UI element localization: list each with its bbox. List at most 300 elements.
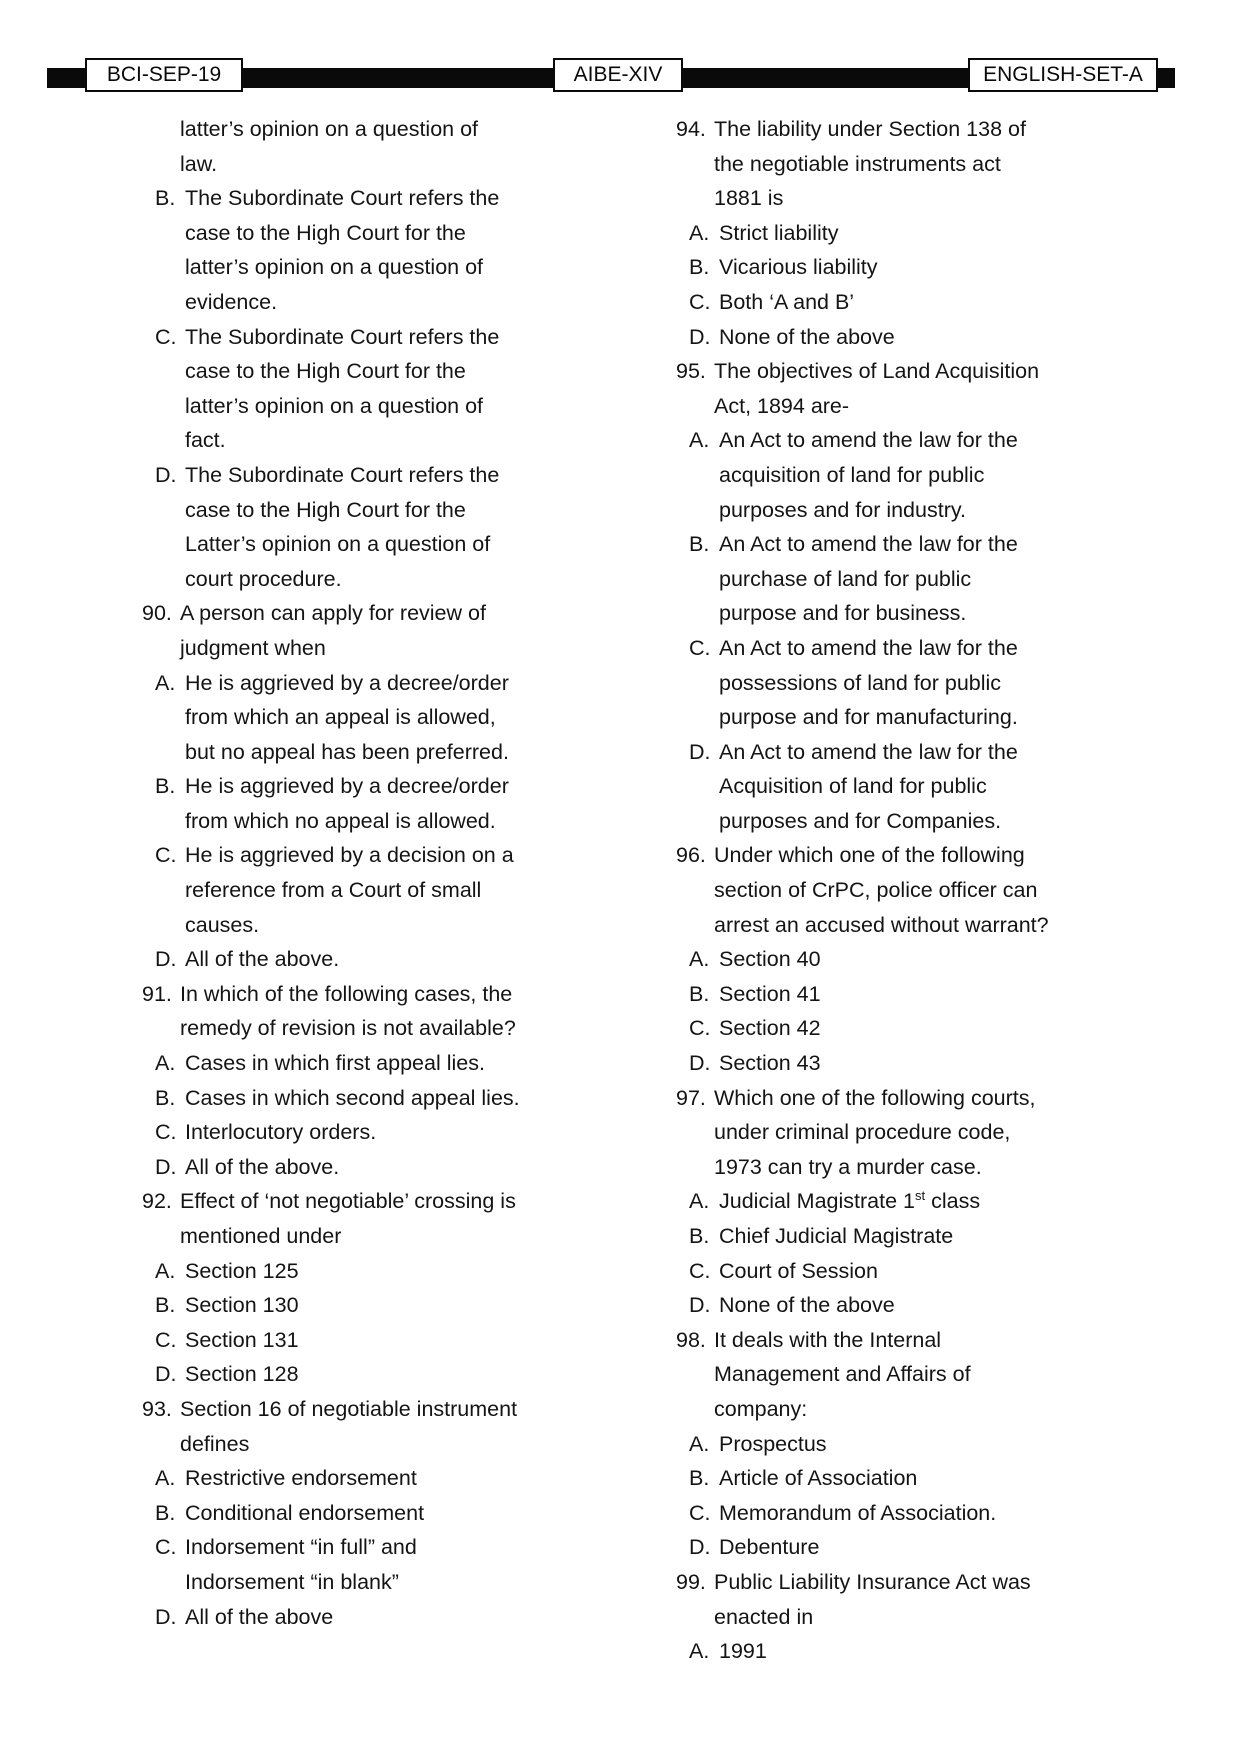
- line-text: section of CrPC, police officer can: [714, 878, 1038, 903]
- right-column: [676, 112, 1130, 1669]
- line-text: judgment when: [180, 635, 326, 660]
- line-text: from which an appeal is allowed,: [185, 705, 496, 730]
- line-text: case to the High Court for the: [185, 220, 466, 245]
- text-line: [690, 1150, 1130, 1185]
- text-line: [676, 354, 1130, 389]
- line-text: latter’s opinion on a question of: [185, 255, 484, 280]
- option-text: [719, 977, 821, 1012]
- option-text: [719, 423, 1018, 458]
- continuation-text: [185, 527, 490, 562]
- text-line: [150, 1115, 590, 1150]
- text-line: [690, 1496, 1130, 1531]
- option-label: C.: [155, 843, 177, 868]
- continuation-text: [185, 389, 483, 424]
- text-line: [690, 1219, 1130, 1254]
- option-label: B.: [689, 981, 710, 1006]
- option-text: [185, 1323, 299, 1358]
- continuation-text: [719, 493, 966, 528]
- continuation-text: [180, 1011, 516, 1046]
- option-label: C.: [689, 289, 711, 314]
- option-text: [719, 285, 854, 320]
- text-line: [690, 873, 1130, 908]
- text-line: [150, 216, 590, 251]
- continuation-text: [714, 1150, 982, 1185]
- line-text-suffix: class: [925, 1189, 981, 1214]
- continuation-text: [714, 1115, 1010, 1150]
- text-line: [150, 147, 590, 182]
- option-text: [719, 1530, 819, 1565]
- option-label: A.: [689, 1639, 710, 1664]
- option-label: D.: [689, 324, 711, 349]
- continuation-text: [714, 908, 1049, 943]
- option-label: C.: [155, 1327, 177, 1352]
- continuation-text: [719, 562, 971, 597]
- line-text: The Subordinate Court refers the: [185, 186, 500, 211]
- text-line: [690, 1115, 1130, 1150]
- line-text: possessions of land for public: [719, 670, 1002, 695]
- question-text: [714, 112, 1026, 147]
- line-text: defines: [180, 1431, 250, 1456]
- text-line: [690, 423, 1130, 458]
- option-text: [719, 250, 878, 285]
- question-number: 93.: [142, 1396, 172, 1421]
- question-number: 99.: [676, 1569, 706, 1594]
- text-line: [150, 1461, 590, 1496]
- line-text: Latter’s opinion on a question of: [185, 532, 491, 557]
- text-line: [676, 112, 1130, 147]
- text-line: [150, 423, 590, 458]
- option-label: A.: [689, 428, 710, 453]
- text-line: [150, 735, 590, 770]
- text-line: [676, 838, 1130, 873]
- line-text: 1973 can try a murder case.: [714, 1154, 982, 1179]
- line-text: An Act to amend the law for the: [719, 635, 1018, 660]
- line-text: purpose and for business.: [719, 601, 967, 626]
- line-text: fact.: [185, 428, 226, 453]
- option-text: [185, 1254, 299, 1289]
- text-line: [690, 1254, 1130, 1289]
- text-line: [690, 147, 1130, 182]
- line-text: Section 131: [185, 1327, 299, 1352]
- text-line: [676, 1323, 1130, 1358]
- text-line: [690, 666, 1130, 701]
- continuation-text: [185, 216, 466, 251]
- line-text: Cases in which second appeal lies.: [185, 1085, 520, 1110]
- line-text: Debenture: [719, 1535, 820, 1560]
- line-text: Court of Session: [719, 1258, 878, 1283]
- line-text: Section 125: [185, 1258, 299, 1283]
- continuation-text: [719, 458, 984, 493]
- text-line: [690, 1634, 1130, 1669]
- option-label: B.: [155, 1500, 176, 1525]
- line-text: acquisition of land for public: [719, 462, 985, 487]
- option-label: A.: [155, 1258, 176, 1283]
- option-label: B.: [689, 1466, 710, 1491]
- text-line: [690, 389, 1130, 424]
- line-text: Section 40: [719, 947, 821, 972]
- continuation-text: [714, 147, 1001, 182]
- text-line: [690, 1427, 1130, 1462]
- continuation-text: [185, 285, 277, 320]
- text-line: [150, 1288, 590, 1323]
- text-line: [676, 1081, 1130, 1116]
- option-label: C.: [155, 1535, 177, 1560]
- text-line: [150, 285, 590, 320]
- question-text: [714, 1323, 941, 1358]
- text-line: [150, 1530, 590, 1565]
- text-line: [150, 181, 590, 216]
- line-text: from which no appeal is allowed.: [185, 808, 496, 833]
- line-text: Article of Association: [719, 1466, 918, 1491]
- continuation-text: [719, 596, 966, 631]
- option-text: [185, 181, 499, 216]
- line-text: causes.: [185, 912, 260, 937]
- text-line: [150, 1150, 590, 1185]
- line-text: All of the above: [185, 1604, 334, 1629]
- line-text: It deals with the Internal: [714, 1327, 942, 1352]
- text-line: [150, 942, 590, 977]
- line-text: In which of the following cases, the: [180, 981, 513, 1006]
- question-number: 94.: [676, 117, 706, 141]
- option-label: D.: [689, 739, 711, 764]
- text-line: [690, 320, 1130, 355]
- continuation-text: [714, 873, 1037, 908]
- text-line: [150, 1323, 590, 1358]
- line-text: Section 42: [719, 1016, 821, 1041]
- text-line: [150, 562, 590, 597]
- line-text: evidence.: [185, 289, 278, 314]
- option-text: [185, 1288, 299, 1323]
- line-text: He is aggrieved by a decree/order: [185, 670, 509, 695]
- continuation-text: [719, 804, 1001, 839]
- text-line: [150, 700, 590, 735]
- line-text: Conditional endorsement: [185, 1500, 425, 1525]
- option-label: A.: [155, 1466, 176, 1491]
- continuation-text: [185, 804, 496, 839]
- line-text: Section 128: [185, 1362, 299, 1387]
- text-line: [690, 285, 1130, 320]
- line-text: Under which one of the following: [714, 843, 1025, 868]
- option-label: B.: [155, 1293, 176, 1318]
- text-line: [150, 354, 590, 389]
- text-line: [150, 1081, 590, 1116]
- option-text: [719, 1254, 878, 1289]
- option-text: [719, 1461, 917, 1496]
- left-column: [142, 112, 590, 1634]
- option-label: D.: [689, 1535, 711, 1560]
- header-code-label: BCI-SEP-19: [85, 58, 243, 92]
- option-text: [185, 1530, 417, 1565]
- question-text: [180, 1184, 516, 1219]
- text-line: [142, 596, 590, 631]
- continuation-text: [714, 1357, 971, 1392]
- option-label: C.: [689, 635, 711, 660]
- line-text: Public Liability Insurance Act was: [714, 1569, 1031, 1594]
- line-text: All of the above.: [185, 1154, 340, 1179]
- question-text: [714, 838, 1025, 873]
- text-line: [142, 1184, 590, 1219]
- line-text: under criminal procedure code,: [714, 1120, 1011, 1145]
- text-line: [150, 493, 590, 528]
- option-text: [185, 1081, 520, 1116]
- question-text: [714, 1081, 1035, 1116]
- line-text: The liability under Section 138 of: [714, 117, 1026, 141]
- option-text: [185, 838, 514, 873]
- text-line: [690, 700, 1130, 735]
- continuation-text: [180, 112, 478, 147]
- text-line: [150, 1046, 590, 1081]
- continuation-text: [714, 181, 783, 216]
- text-line: [690, 804, 1130, 839]
- text-line: [150, 838, 590, 873]
- text-line: [690, 942, 1130, 977]
- option-text: [185, 666, 509, 701]
- option-label: B.: [689, 532, 710, 557]
- line-text: mentioned under: [180, 1224, 342, 1248]
- text-line: [690, 1530, 1130, 1565]
- continuation-text: [185, 1565, 399, 1600]
- text-line: [676, 1565, 1130, 1600]
- line-text: remedy of revision is not available?: [180, 1016, 516, 1041]
- continuation-text: [714, 1600, 813, 1635]
- text-line: [150, 908, 590, 943]
- continuation-text: [714, 1392, 807, 1427]
- line-text: purposes and for Companies.: [719, 808, 1002, 833]
- option-label: D.: [155, 462, 177, 487]
- text-line: [150, 873, 590, 908]
- option-text: [719, 1046, 821, 1081]
- text-line: [150, 631, 590, 666]
- text-line: [690, 181, 1130, 216]
- question-number: 97.: [676, 1085, 706, 1110]
- text-line: [142, 977, 590, 1012]
- line-text: A person can apply for review of: [180, 601, 486, 626]
- continuation-text: [180, 1427, 249, 1462]
- text-line: [690, 769, 1130, 804]
- line-text: purposes and for industry.: [719, 497, 966, 522]
- text-line: [150, 1357, 590, 1392]
- option-text: [185, 769, 509, 804]
- continuation-text: [185, 250, 483, 285]
- option-text: [719, 1496, 996, 1531]
- text-line: [690, 1288, 1130, 1323]
- text-line: [150, 1427, 590, 1462]
- option-text: [719, 320, 895, 355]
- text-line: [150, 320, 590, 355]
- line-text: Prospectus: [719, 1431, 827, 1456]
- text-line: [690, 1184, 1130, 1219]
- text-line: [690, 1357, 1130, 1392]
- line-text: arrest an accused without warrant?: [714, 912, 1049, 937]
- option-label: A.: [155, 670, 176, 695]
- line-text: 1881 is: [714, 186, 784, 211]
- text-line: [150, 1600, 590, 1635]
- text-line: [150, 527, 590, 562]
- option-text: [185, 1496, 424, 1531]
- line-text: The objectives of Land Acquisition: [714, 359, 1040, 384]
- line-text: Indorsement “in full” and: [185, 1535, 417, 1560]
- line-text: Act, 1894 are-: [714, 393, 850, 418]
- option-text: [719, 527, 1018, 562]
- line-text: Judicial Magistrate 1: [719, 1189, 915, 1214]
- continuation-text: [185, 735, 509, 770]
- line-text: Section 41: [719, 981, 821, 1006]
- option-text: [719, 942, 821, 977]
- continuation-text: [185, 354, 466, 389]
- option-text: [719, 1427, 827, 1462]
- text-line: [150, 804, 590, 839]
- option-text: [185, 942, 339, 977]
- line-text: reference from a Court of small: [185, 878, 482, 903]
- question-text: [180, 977, 512, 1012]
- text-line: [690, 596, 1130, 631]
- line-text: the negotiable instruments act: [714, 151, 1001, 176]
- option-label: D.: [689, 1293, 711, 1318]
- text-line: [690, 1392, 1130, 1427]
- ordinal-superscript: st: [914, 1188, 926, 1204]
- line-text: He is aggrieved by a decision on a: [185, 843, 514, 868]
- option-label: D.: [155, 1154, 177, 1179]
- line-text: company:: [714, 1396, 808, 1421]
- text-line: [150, 1496, 590, 1531]
- text-line: [690, 1046, 1130, 1081]
- question-text: [714, 1565, 1031, 1600]
- line-text: Management and Affairs of: [714, 1362, 971, 1387]
- option-label: C.: [689, 1258, 711, 1283]
- question-number: 98.: [676, 1327, 706, 1352]
- option-text: [185, 1115, 376, 1150]
- option-text: [719, 1634, 767, 1669]
- question-text: [714, 354, 1039, 389]
- continuation-text: [719, 666, 1001, 701]
- continuation-text: [180, 631, 326, 666]
- line-text: law.: [180, 151, 218, 176]
- text-line: [690, 250, 1130, 285]
- line-text: Indorsement “in blank”: [185, 1569, 399, 1594]
- option-text: [185, 1046, 485, 1081]
- line-text: The Subordinate Court refers the: [185, 462, 500, 487]
- header-exam-label: AIBE-XIV: [553, 58, 683, 92]
- line-text: court procedure.: [185, 566, 342, 591]
- text-line: [690, 562, 1130, 597]
- continuation-text: [185, 493, 466, 528]
- text-line: [690, 1600, 1130, 1635]
- line-text: Both ‘A and B’: [719, 289, 855, 314]
- text-line: [150, 666, 590, 701]
- line-text: case to the High Court for the: [185, 497, 466, 522]
- line-text: Effect of ‘not negotiable’ crossing is: [180, 1189, 516, 1214]
- line-text: latter’s opinion on a question of: [180, 117, 479, 141]
- line-text: Vicarious liability: [719, 255, 878, 280]
- option-label: D.: [155, 947, 177, 972]
- text-line: [690, 735, 1130, 770]
- option-text: [719, 216, 838, 251]
- option-text: [719, 1288, 895, 1323]
- line-text: An Act to amend the law for the: [719, 739, 1018, 764]
- header-set-label: ENGLISH-SET-A: [968, 58, 1158, 92]
- text-line: [150, 1011, 590, 1046]
- continuation-text: [714, 389, 849, 424]
- text-line: [690, 908, 1130, 943]
- option-text: [185, 1150, 339, 1185]
- question-number: 95.: [676, 359, 706, 384]
- text-line: [150, 769, 590, 804]
- question-text: [180, 1392, 517, 1427]
- option-label: C.: [689, 1500, 711, 1525]
- option-label: D.: [155, 1604, 177, 1629]
- line-text: Chief Judicial Magistrate: [719, 1224, 954, 1248]
- line-text: Strict liability: [719, 220, 839, 245]
- continuation-text: [185, 423, 226, 458]
- text-line: [150, 112, 590, 147]
- text-line: [150, 458, 590, 493]
- option-label: A.: [689, 220, 710, 245]
- option-text: [719, 631, 1018, 666]
- option-text: [719, 1184, 980, 1219]
- option-label: B.: [155, 186, 176, 211]
- text-line: [690, 631, 1130, 666]
- option-label: B.: [689, 1224, 710, 1248]
- option-label: A.: [155, 1051, 176, 1076]
- option-label: D.: [155, 1362, 177, 1387]
- text-line: [150, 1254, 590, 1289]
- line-text: enacted in: [714, 1604, 814, 1629]
- question-text: [180, 596, 486, 631]
- text-line: [690, 1461, 1130, 1496]
- line-text: but no appeal has been preferred.: [185, 739, 509, 764]
- continuation-text: [719, 769, 987, 804]
- line-text: Which one of the following courts,: [714, 1085, 1036, 1110]
- line-text: Restrictive endorsement: [185, 1466, 417, 1491]
- text-line: [142, 1392, 590, 1427]
- line-text: Section 43: [719, 1051, 821, 1076]
- option-label: B.: [155, 1085, 176, 1110]
- continuation-text: [180, 147, 217, 182]
- continuation-text: [180, 1219, 341, 1254]
- continuation-text: [185, 700, 496, 735]
- option-text: [185, 1357, 299, 1392]
- line-text: An Act to amend the law for the: [719, 428, 1018, 453]
- text-line: [690, 493, 1130, 528]
- line-text: 1991: [719, 1639, 767, 1664]
- line-text: Acquisition of land for public: [719, 774, 987, 799]
- text-line: [690, 458, 1130, 493]
- option-label: C.: [155, 1120, 177, 1145]
- text-line: [150, 389, 590, 424]
- continuation-text: [185, 908, 259, 943]
- option-text: [185, 1600, 333, 1635]
- option-label: C.: [155, 324, 177, 349]
- text-line: [690, 216, 1130, 251]
- option-text: [185, 458, 499, 493]
- line-text: He is aggrieved by a decree/order: [185, 774, 509, 799]
- option-text: [185, 320, 499, 355]
- line-text: None of the above: [719, 324, 895, 349]
- line-text: purpose and for manufacturing.: [719, 705, 1018, 730]
- option-label: A.: [689, 947, 710, 972]
- option-label: A.: [689, 1431, 710, 1456]
- continuation-text: [185, 873, 481, 908]
- line-text: None of the above: [719, 1293, 895, 1318]
- option-label: B.: [689, 255, 710, 280]
- line-text: purchase of land for public: [719, 566, 972, 591]
- option-text: [185, 1461, 417, 1496]
- line-text: The Subordinate Court refers the: [185, 324, 500, 349]
- question-number: 96.: [676, 843, 706, 868]
- line-text: An Act to amend the law for the: [719, 532, 1018, 557]
- option-label: D.: [689, 1051, 711, 1076]
- option-text: [719, 1219, 953, 1254]
